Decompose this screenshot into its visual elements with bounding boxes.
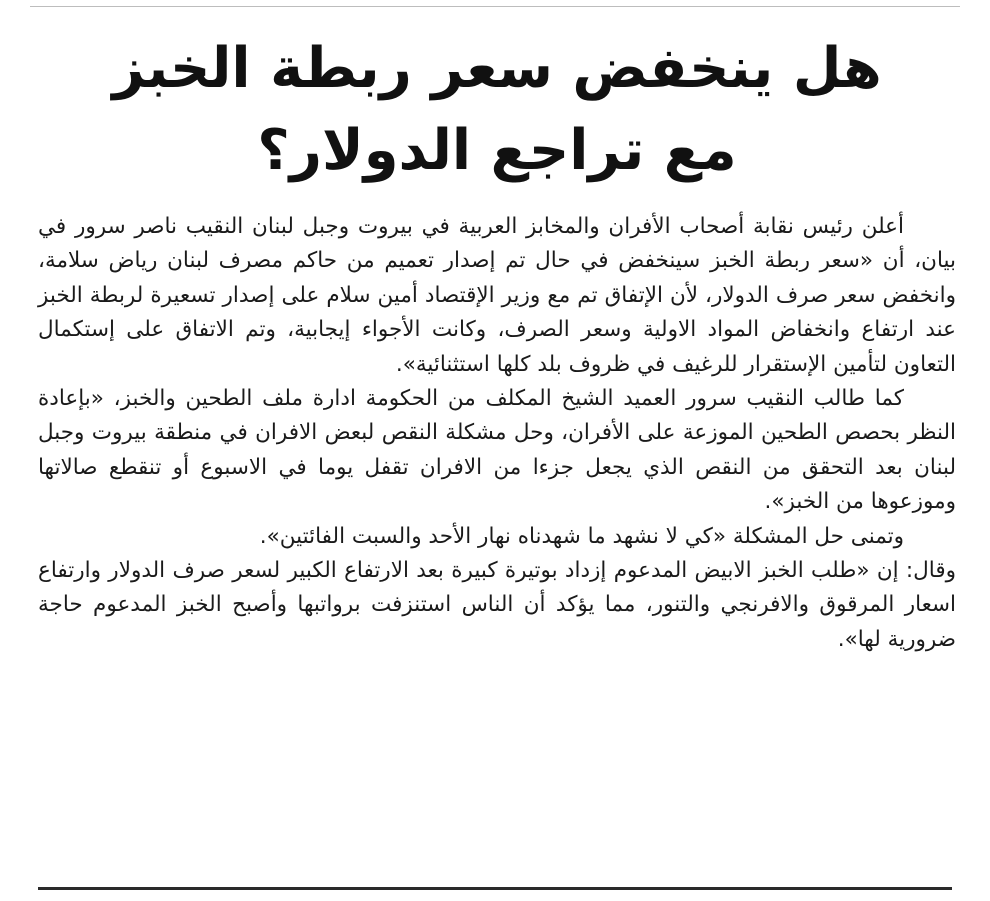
news-article	[38, 28, 956, 657]
paragraph-2: كما طالب النقيب سرور العميد الشيخ المكلف من الحكومة ادارة ملف الطحين والخبز، «بإعادة النظر بحصص الطحين الموزعة على الأفران، وحل مشكلة النقص لبعض الافران في منطقة بيروت وجبل لبنان بعد التحقق من النقص الذي يجعل جزءا من الافران تقفل يوما في الاسبوع أو تنقطع صالاتها وموزعوها من الخبز».	[38, 386, 956, 515]
bottom-divider	[38, 887, 952, 890]
article-body	[38, 210, 956, 657]
paragraph-1: أعلن رئيس نقابة أصحاب الأفران والمخابز العربية في بيروت وجبل لبنان النقيب ناصر سرور في بيان، أن «سعر ربطة الخبز سينخفض في حال تم إصدار تعميم من حاكم مصرف لبنان رياض سلامة، وانخفض سعر صرف الدولار، لأن الإتفاق تم مع وزير الإقتصاد أمين سلام على إصدار تسعيرة لربطة الخبز عند ارتفاع وانخفاض المواد الاولية وسعر الصرف، وكانت الأجواء إيجابية، وتم الاتفاق على إستكمال التعاون لتأمين الإستقرار للرغيف في ظروف بلد كلها استثنائية».	[38, 214, 956, 377]
article-headline	[38, 28, 956, 192]
paragraph-4: وقال: إن «طلب الخبز الابيض المدعوم إزداد بوتيرة كبيرة بعد الارتفاع الكبير لسعر صرف الدولار وارتفاع اسعار المرقوق والافرنجي والتنور، مما يؤكد أن الناس استنزفت برواتبها وأصبح الخبز المدعوم حاجة ضرورية لها».	[38, 558, 956, 652]
headline-line-2: مع تراجع الدولار؟	[257, 118, 737, 183]
paragraph-3: وتمنى حل المشكلة «كي لا نشهد ما شهدناه نهار الأحد والسبت الفائتين».	[259, 523, 904, 549]
headline-line-1: هل ينخفض سعر ربطة الخبز	[112, 36, 882, 101]
top-divider	[30, 6, 960, 7]
